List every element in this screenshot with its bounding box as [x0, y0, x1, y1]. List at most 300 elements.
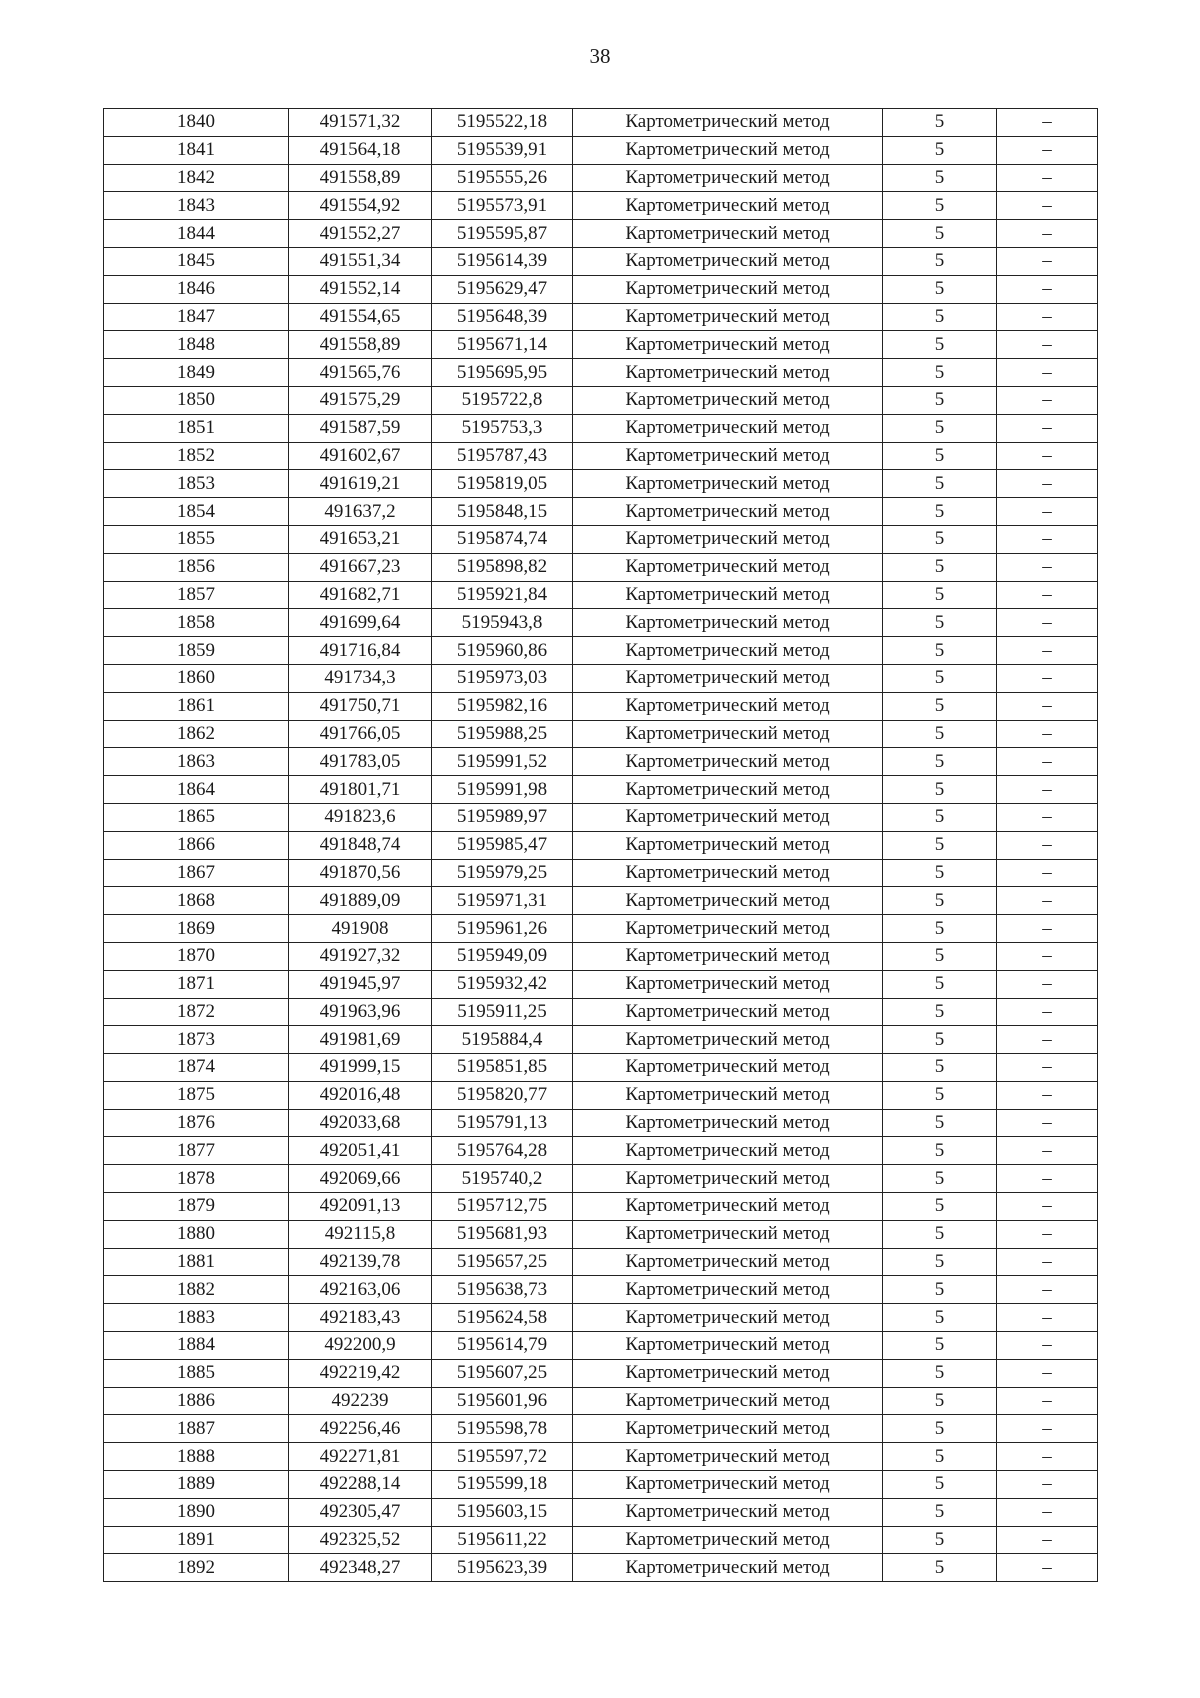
table-row	[104, 1137, 1098, 1165]
accuracy-cell: 5	[883, 525, 997, 553]
y-coordinate-cell: 5195911,25	[432, 998, 573, 1026]
description-cell: –	[997, 192, 1098, 220]
y-coordinate-cell: 5195982,16	[432, 692, 573, 720]
table-row	[104, 1304, 1098, 1332]
y-coordinate-cell: 5195671,14	[432, 331, 573, 359]
description-cell: –	[997, 1415, 1098, 1443]
method-cell: Картометрический метод	[573, 1554, 883, 1582]
accuracy-cell: 5	[883, 109, 997, 137]
table-row	[104, 581, 1098, 609]
x-coordinate-cell: 491783,05	[289, 748, 432, 776]
table-row	[104, 192, 1098, 220]
method-cell: Картометрический метод	[573, 220, 883, 248]
accuracy-cell: 5	[883, 1526, 997, 1554]
y-coordinate-cell: 5195991,98	[432, 776, 573, 804]
table-row	[104, 831, 1098, 859]
method-cell: Картометрический метод	[573, 553, 883, 581]
method-cell: Картометрический метод	[573, 470, 883, 498]
accuracy-cell: 5	[883, 470, 997, 498]
y-coordinate-cell: 5195961,26	[432, 915, 573, 943]
accuracy-cell: 5	[883, 1498, 997, 1526]
method-cell: Картометрический метод	[573, 1248, 883, 1276]
description-cell: –	[997, 1332, 1098, 1360]
table-row	[104, 1054, 1098, 1082]
point-number-cell: 1883	[104, 1304, 289, 1332]
description-cell: –	[997, 1054, 1098, 1082]
description-cell: –	[997, 247, 1098, 275]
point-number-cell: 1846	[104, 275, 289, 303]
method-cell: Картометрический метод	[573, 1193, 883, 1221]
table-row	[104, 1471, 1098, 1499]
description-cell: –	[997, 1137, 1098, 1165]
point-number-cell: 1872	[104, 998, 289, 1026]
point-number-cell: 1869	[104, 915, 289, 943]
accuracy-cell: 5	[883, 1248, 997, 1276]
x-coordinate-cell: 491653,21	[289, 525, 432, 553]
table-row	[104, 1554, 1098, 1582]
point-number-cell: 1871	[104, 970, 289, 998]
y-coordinate-cell: 5195598,78	[432, 1415, 573, 1443]
table-row	[104, 720, 1098, 748]
description-cell: –	[997, 525, 1098, 553]
method-cell: Картометрический метод	[573, 525, 883, 553]
accuracy-cell: 5	[883, 1081, 997, 1109]
x-coordinate-cell: 491963,96	[289, 998, 432, 1026]
table-row	[104, 498, 1098, 526]
accuracy-cell: 5	[883, 386, 997, 414]
method-cell: Картометрический метод	[573, 748, 883, 776]
method-cell: Картометрический метод	[573, 1220, 883, 1248]
point-number-cell: 1879	[104, 1193, 289, 1221]
y-coordinate-cell: 5195979,25	[432, 859, 573, 887]
table-row	[104, 1109, 1098, 1137]
method-cell: Картометрический метод	[573, 1026, 883, 1054]
y-coordinate-cell: 5195791,13	[432, 1109, 573, 1137]
method-cell: Картометрический метод	[573, 970, 883, 998]
description-cell: –	[997, 1471, 1098, 1499]
y-coordinate-cell: 5195712,75	[432, 1193, 573, 1221]
accuracy-cell: 5	[883, 609, 997, 637]
table-row	[104, 1276, 1098, 1304]
method-cell: Картометрический метод	[573, 386, 883, 414]
accuracy-cell: 5	[883, 1276, 997, 1304]
description-cell: –	[997, 1359, 1098, 1387]
x-coordinate-cell: 491619,21	[289, 470, 432, 498]
description-cell: –	[997, 1387, 1098, 1415]
accuracy-cell: 5	[883, 498, 997, 526]
method-cell: Картометрический метод	[573, 1054, 883, 1082]
method-cell: Картометрический метод	[573, 109, 883, 137]
table-row	[104, 1526, 1098, 1554]
accuracy-cell: 5	[883, 942, 997, 970]
accuracy-cell: 5	[883, 1193, 997, 1221]
description-cell: –	[997, 553, 1098, 581]
description-cell: –	[997, 414, 1098, 442]
point-number-cell: 1849	[104, 359, 289, 387]
accuracy-cell: 5	[883, 581, 997, 609]
method-cell: Картометрический метод	[573, 442, 883, 470]
description-cell: –	[997, 1109, 1098, 1137]
method-cell: Картометрический метод	[573, 831, 883, 859]
table-row	[104, 1359, 1098, 1387]
x-coordinate-cell: 491558,89	[289, 331, 432, 359]
description-cell: –	[997, 498, 1098, 526]
method-cell: Картометрический метод	[573, 1165, 883, 1193]
description-cell: –	[997, 1498, 1098, 1526]
point-number-cell: 1866	[104, 831, 289, 859]
table-row	[104, 1026, 1098, 1054]
accuracy-cell: 5	[883, 1054, 997, 1082]
accuracy-cell: 5	[883, 275, 997, 303]
point-number-cell: 1889	[104, 1471, 289, 1499]
y-coordinate-cell: 5195740,2	[432, 1165, 573, 1193]
description-cell: –	[997, 1081, 1098, 1109]
x-coordinate-cell: 491552,14	[289, 275, 432, 303]
point-number-cell: 1888	[104, 1443, 289, 1471]
point-number-cell: 1858	[104, 609, 289, 637]
accuracy-cell: 5	[883, 164, 997, 192]
method-cell: Картометрический метод	[573, 414, 883, 442]
table-row	[104, 692, 1098, 720]
description-cell: –	[997, 1248, 1098, 1276]
description-cell: –	[997, 303, 1098, 331]
x-coordinate-cell: 491734,3	[289, 664, 432, 692]
x-coordinate-cell: 492069,66	[289, 1165, 432, 1193]
table-row	[104, 1443, 1098, 1471]
y-coordinate-cell: 5195555,26	[432, 164, 573, 192]
point-number-cell: 1851	[104, 414, 289, 442]
description-cell: –	[997, 1554, 1098, 1582]
y-coordinate-cell: 5195884,4	[432, 1026, 573, 1054]
y-coordinate-cell: 5195960,86	[432, 637, 573, 665]
y-coordinate-cell: 5195624,58	[432, 1304, 573, 1332]
table-row	[104, 887, 1098, 915]
point-number-cell: 1864	[104, 776, 289, 804]
point-number-cell: 1848	[104, 331, 289, 359]
y-coordinate-cell: 5195573,91	[432, 192, 573, 220]
x-coordinate-cell: 491945,97	[289, 970, 432, 998]
description-cell: –	[997, 220, 1098, 248]
accuracy-cell: 5	[883, 553, 997, 581]
point-number-cell: 1886	[104, 1387, 289, 1415]
table-row	[104, 303, 1098, 331]
x-coordinate-cell: 491848,74	[289, 831, 432, 859]
accuracy-cell: 5	[883, 1304, 997, 1332]
point-number-cell: 1876	[104, 1109, 289, 1137]
accuracy-cell: 5	[883, 1165, 997, 1193]
description-cell: –	[997, 1526, 1098, 1554]
description-cell: –	[997, 831, 1098, 859]
table-row	[104, 1248, 1098, 1276]
y-coordinate-cell: 5195971,31	[432, 887, 573, 915]
method-cell: Картометрический метод	[573, 776, 883, 804]
method-cell: Картометрический метод	[573, 1415, 883, 1443]
table-row	[104, 525, 1098, 553]
description-cell: –	[997, 915, 1098, 943]
point-number-cell: 1855	[104, 525, 289, 553]
accuracy-cell: 5	[883, 442, 997, 470]
method-cell: Картометрический метод	[573, 803, 883, 831]
x-coordinate-cell: 492115,8	[289, 1220, 432, 1248]
y-coordinate-cell: 5195695,95	[432, 359, 573, 387]
method-cell: Картометрический метод	[573, 664, 883, 692]
x-coordinate-cell: 492091,13	[289, 1193, 432, 1221]
point-number-cell: 1843	[104, 192, 289, 220]
method-cell: Картометрический метод	[573, 692, 883, 720]
accuracy-cell: 5	[883, 414, 997, 442]
x-coordinate-cell: 491870,56	[289, 859, 432, 887]
x-coordinate-cell: 492200,9	[289, 1332, 432, 1360]
x-coordinate-cell: 491637,2	[289, 498, 432, 526]
table-row	[104, 748, 1098, 776]
y-coordinate-cell: 5195820,77	[432, 1081, 573, 1109]
y-coordinate-cell: 5195988,25	[432, 720, 573, 748]
point-number-cell: 1862	[104, 720, 289, 748]
description-cell: –	[997, 331, 1098, 359]
method-cell: Картометрический метод	[573, 275, 883, 303]
table-row	[104, 442, 1098, 470]
description-cell: –	[997, 803, 1098, 831]
x-coordinate-cell: 491682,71	[289, 581, 432, 609]
description-cell: –	[997, 275, 1098, 303]
method-cell: Картометрический метод	[573, 915, 883, 943]
table-row	[104, 331, 1098, 359]
accuracy-cell: 5	[883, 831, 997, 859]
accuracy-cell: 5	[883, 1415, 997, 1443]
x-coordinate-cell: 491551,34	[289, 247, 432, 275]
description-cell: –	[997, 1276, 1098, 1304]
description-cell: –	[997, 1193, 1098, 1221]
table-row	[104, 1081, 1098, 1109]
method-cell: Картометрический метод	[573, 136, 883, 164]
table-row	[104, 247, 1098, 275]
accuracy-cell: 5	[883, 859, 997, 887]
y-coordinate-cell: 5195932,42	[432, 970, 573, 998]
description-cell: –	[997, 859, 1098, 887]
description-cell: –	[997, 970, 1098, 998]
method-cell: Картометрический метод	[573, 887, 883, 915]
accuracy-cell: 5	[883, 1554, 997, 1582]
method-cell: Картометрический метод	[573, 1137, 883, 1165]
x-coordinate-cell: 492139,78	[289, 1248, 432, 1276]
point-number-cell: 1852	[104, 442, 289, 470]
x-coordinate-cell: 491587,59	[289, 414, 432, 442]
y-coordinate-cell: 5195595,87	[432, 220, 573, 248]
x-coordinate-cell: 492219,42	[289, 1359, 432, 1387]
point-number-cell: 1841	[104, 136, 289, 164]
x-coordinate-cell: 492183,43	[289, 1304, 432, 1332]
description-cell: –	[997, 692, 1098, 720]
table-row	[104, 470, 1098, 498]
point-number-cell: 1870	[104, 942, 289, 970]
accuracy-cell: 5	[883, 136, 997, 164]
point-number-cell: 1890	[104, 1498, 289, 1526]
coordinates-table	[103, 108, 1098, 1582]
method-cell: Картометрический метод	[573, 859, 883, 887]
description-cell: –	[997, 442, 1098, 470]
x-coordinate-cell: 492239	[289, 1387, 432, 1415]
method-cell: Картометрический метод	[573, 581, 883, 609]
x-coordinate-cell: 492163,06	[289, 1276, 432, 1304]
table-row	[104, 998, 1098, 1026]
table-row	[104, 942, 1098, 970]
description-cell: –	[997, 164, 1098, 192]
y-coordinate-cell: 5195539,91	[432, 136, 573, 164]
y-coordinate-cell: 5195921,84	[432, 581, 573, 609]
point-number-cell: 1880	[104, 1220, 289, 1248]
method-cell: Картометрический метод	[573, 1387, 883, 1415]
accuracy-cell: 5	[883, 692, 997, 720]
y-coordinate-cell: 5195985,47	[432, 831, 573, 859]
description-cell: –	[997, 748, 1098, 776]
description-cell: –	[997, 1026, 1098, 1054]
y-coordinate-cell: 5195629,47	[432, 275, 573, 303]
table-row	[104, 1415, 1098, 1443]
accuracy-cell: 5	[883, 1332, 997, 1360]
x-coordinate-cell: 491889,09	[289, 887, 432, 915]
y-coordinate-cell: 5195898,82	[432, 553, 573, 581]
point-number-cell: 1878	[104, 1165, 289, 1193]
x-coordinate-cell: 491667,23	[289, 553, 432, 581]
y-coordinate-cell: 5195722,8	[432, 386, 573, 414]
y-coordinate-cell: 5195522,18	[432, 109, 573, 137]
method-cell: Картометрический метод	[573, 192, 883, 220]
y-coordinate-cell: 5195819,05	[432, 470, 573, 498]
description-cell: –	[997, 998, 1098, 1026]
accuracy-cell: 5	[883, 1137, 997, 1165]
accuracy-cell: 5	[883, 1387, 997, 1415]
table-row	[104, 1498, 1098, 1526]
point-number-cell: 1863	[104, 748, 289, 776]
accuracy-cell: 5	[883, 803, 997, 831]
table-row	[104, 1220, 1098, 1248]
y-coordinate-cell: 5195851,85	[432, 1054, 573, 1082]
y-coordinate-cell: 5195623,39	[432, 1554, 573, 1582]
point-number-cell: 1859	[104, 637, 289, 665]
point-number-cell: 1845	[104, 247, 289, 275]
y-coordinate-cell: 5195753,3	[432, 414, 573, 442]
x-coordinate-cell: 491552,27	[289, 220, 432, 248]
table-row	[104, 386, 1098, 414]
y-coordinate-cell: 5195874,74	[432, 525, 573, 553]
table-row	[104, 803, 1098, 831]
description-cell: –	[997, 720, 1098, 748]
x-coordinate-cell: 491981,69	[289, 1026, 432, 1054]
y-coordinate-cell: 5195611,22	[432, 1526, 573, 1554]
x-coordinate-cell: 491575,29	[289, 386, 432, 414]
table-row	[104, 359, 1098, 387]
y-coordinate-cell: 5195949,09	[432, 942, 573, 970]
page-number: 38	[589, 44, 611, 68]
accuracy-cell: 5	[883, 998, 997, 1026]
table-row	[104, 1387, 1098, 1415]
table-row	[104, 220, 1098, 248]
y-coordinate-cell: 5195607,25	[432, 1359, 573, 1387]
y-coordinate-cell: 5195681,93	[432, 1220, 573, 1248]
point-number-cell: 1865	[104, 803, 289, 831]
x-coordinate-cell: 492288,14	[289, 1471, 432, 1499]
y-coordinate-cell: 5195943,8	[432, 609, 573, 637]
x-coordinate-cell: 491999,15	[289, 1054, 432, 1082]
coordinates-table-body	[104, 109, 1098, 1582]
description-cell: –	[997, 581, 1098, 609]
accuracy-cell: 5	[883, 970, 997, 998]
x-coordinate-cell: 491565,76	[289, 359, 432, 387]
accuracy-cell: 5	[883, 331, 997, 359]
description-cell: –	[997, 109, 1098, 137]
x-coordinate-cell: 491823,6	[289, 803, 432, 831]
y-coordinate-cell: 5195764,28	[432, 1137, 573, 1165]
method-cell: Картометрический метод	[573, 609, 883, 637]
point-number-cell: 1874	[104, 1054, 289, 1082]
description-cell: –	[997, 1165, 1098, 1193]
point-number-cell: 1882	[104, 1276, 289, 1304]
accuracy-cell: 5	[883, 887, 997, 915]
method-cell: Картометрический метод	[573, 1081, 883, 1109]
point-number-cell: 1840	[104, 109, 289, 137]
description-cell: –	[997, 637, 1098, 665]
point-number-cell: 1847	[104, 303, 289, 331]
point-number-cell: 1885	[104, 1359, 289, 1387]
point-number-cell: 1854	[104, 498, 289, 526]
table-row	[104, 970, 1098, 998]
description-cell: –	[997, 359, 1098, 387]
description-cell: –	[997, 1304, 1098, 1332]
point-number-cell: 1875	[104, 1081, 289, 1109]
accuracy-cell: 5	[883, 192, 997, 220]
y-coordinate-cell: 5195648,39	[432, 303, 573, 331]
x-coordinate-cell: 491602,67	[289, 442, 432, 470]
method-cell: Картометрический метод	[573, 1526, 883, 1554]
table-row	[104, 859, 1098, 887]
method-cell: Картометрический метод	[573, 1304, 883, 1332]
x-coordinate-cell: 492256,46	[289, 1415, 432, 1443]
table-row	[104, 1165, 1098, 1193]
x-coordinate-cell: 491716,84	[289, 637, 432, 665]
y-coordinate-cell: 5195614,79	[432, 1332, 573, 1360]
description-cell: –	[997, 942, 1098, 970]
x-coordinate-cell: 491908	[289, 915, 432, 943]
y-coordinate-cell: 5195599,18	[432, 1471, 573, 1499]
description-cell: –	[997, 136, 1098, 164]
accuracy-cell: 5	[883, 1359, 997, 1387]
x-coordinate-cell: 491750,71	[289, 692, 432, 720]
method-cell: Картометрический метод	[573, 331, 883, 359]
method-cell: Картометрический метод	[573, 359, 883, 387]
table-row	[104, 637, 1098, 665]
table-row	[104, 109, 1098, 137]
accuracy-cell: 5	[883, 1471, 997, 1499]
point-number-cell: 1853	[104, 470, 289, 498]
accuracy-cell: 5	[883, 359, 997, 387]
point-number-cell: 1850	[104, 386, 289, 414]
table-row	[104, 136, 1098, 164]
method-cell: Картометрический метод	[573, 1443, 883, 1471]
point-number-cell: 1861	[104, 692, 289, 720]
y-coordinate-cell: 5195787,43	[432, 442, 573, 470]
accuracy-cell: 5	[883, 303, 997, 331]
y-coordinate-cell: 5195601,96	[432, 1387, 573, 1415]
method-cell: Картометрический метод	[573, 1498, 883, 1526]
description-cell: –	[997, 664, 1098, 692]
y-coordinate-cell: 5195848,15	[432, 498, 573, 526]
x-coordinate-cell: 491801,71	[289, 776, 432, 804]
x-coordinate-cell: 491766,05	[289, 720, 432, 748]
accuracy-cell: 5	[883, 637, 997, 665]
point-number-cell: 1891	[104, 1526, 289, 1554]
description-cell: –	[997, 1443, 1098, 1471]
method-cell: Картометрический метод	[573, 498, 883, 526]
